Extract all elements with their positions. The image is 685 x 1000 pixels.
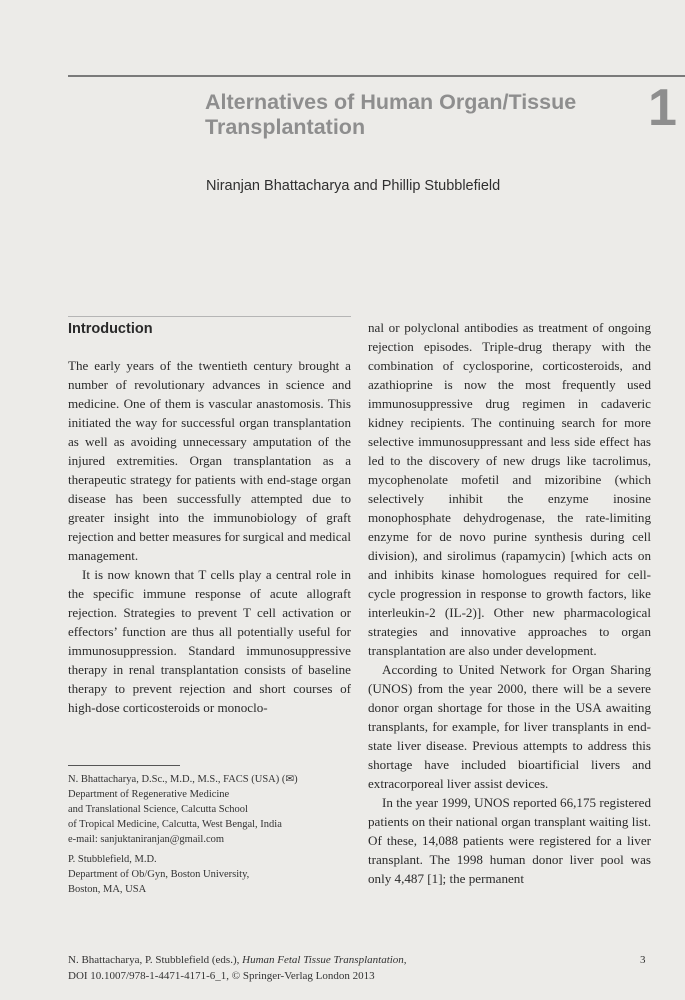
section-heading: Introduction (68, 321, 153, 337)
affiliation-line: and Translational Science, Calcutta School (68, 804, 248, 815)
citation-footer (68, 952, 568, 984)
book-title: Human Fetal Tissue Transplantation, (242, 954, 407, 966)
paragraph: It is now known that T cells play a central role in the specific immune response of acute allograft rejection. Strategies to prevent T cell activation or effectors’ function are thus all potentially useful for immunosuppression. Standard immunosuppressive therapy in renal transplantation consists of baseline therapy to prevent rejection and short courses of high-dose corticosteroids or monoclo- (68, 567, 351, 715)
affiliation-line: Department of Regenerative Medicine (68, 789, 230, 800)
citation-doi: DOI 10.1007/978-1-4471-4171-6_1, © Springer-Verlag London 2013 (68, 970, 375, 982)
affiliation-line: Department of Ob/Gyn, Boston University, (68, 869, 250, 880)
affiliation-bhattacharya (68, 772, 358, 847)
affiliation-line: of Tropical Medicine, Calcutta, West Bengal, India (68, 819, 282, 830)
left-column (68, 356, 351, 717)
affiliation-line: Boston, MA, USA (68, 884, 147, 895)
paragraph: In the year 1999, UNOS reported 66,175 registered patients on their national organ transplant waiting list. Of these, 14,088 patients were registered for a liver transplant. The 1998 human donor liver pool was only 4,487 [1]; the permanent (368, 795, 651, 886)
page-number: 3 (640, 954, 646, 966)
right-column (368, 318, 651, 888)
citation-line (68, 952, 568, 968)
paragraph: According to United Network for Organ Sharing (UNOS) from the year 2000, there will be a severe donor organ shortage for those in the USA awaiting transplants, for example, for liver transplants in end-state liver disease. Previous attempts to address this shortage have included bioartificial livers and extracorporeal liver assist devices. (368, 662, 651, 791)
affiliation-email: e-mail: sanjuktaniranjan@gmail.com (68, 834, 225, 845)
affiliation-name: P. Stubblefield, M.D. (68, 854, 157, 865)
chapter-title: Alternatives of Human Organ/Tissue Transplantation (205, 90, 577, 139)
section-rule (68, 316, 351, 317)
citation-editors: N. Bhattacharya, P. Stubblefield (eds.), (68, 954, 243, 966)
paragraph: nal or polyclonal antibodies as treatment of ongoing rejection episodes. Triple-drug therapy with the combination of cyclosporine, corticosteroids, and azathioprine is now the most frequently used immunosuppressive drug regimen in cadaveric kidney recipients. The continuing search for more selective immunosuppressant and less side effect has led to the discovery of new drugs like tacrolimus, mycophenolate mofetil and mizoribine (which selectively inhibit the enzyme inosine monophosphate dehydrogenase, the rate-limiting enzyme for de novo purine synthesis during cell division), and sirolimus (rapamycin) [which acts on and inhibits kinase homologues required for cell-cycle progression in response to growth factors, like interleukin-2 (IL-2)]. Other new pharmacological strategies and innovative approaches to organ transplantation are also under development. (368, 320, 651, 658)
chapter-authors: Niranjan Bhattacharya and Phillip Stubblefield (206, 178, 501, 194)
top-rule (68, 75, 685, 77)
affiliation-name: N. Bhattacharya, D.Sc., M.D., M.S., FACS (USA) (✉) (68, 774, 298, 785)
paragraph: The early years of the twentieth century brought a number of revolutionary advances in science and medicine. One of them is vascular anastomosis. This initiated the way for successful organ transplantation as well as avoiding unnecessary amputation of the injured extremities. Organ transplantation as a therapeutic strategy for patients with end-stage organ disease has been successfully attempted due to greater insight into the immunobiology of graft rejection and better measures for surgical and medical management. (68, 358, 351, 563)
footnote-rule (68, 765, 180, 766)
chapter-number: 1 (648, 79, 677, 137)
affiliation-stubblefield (68, 852, 358, 897)
